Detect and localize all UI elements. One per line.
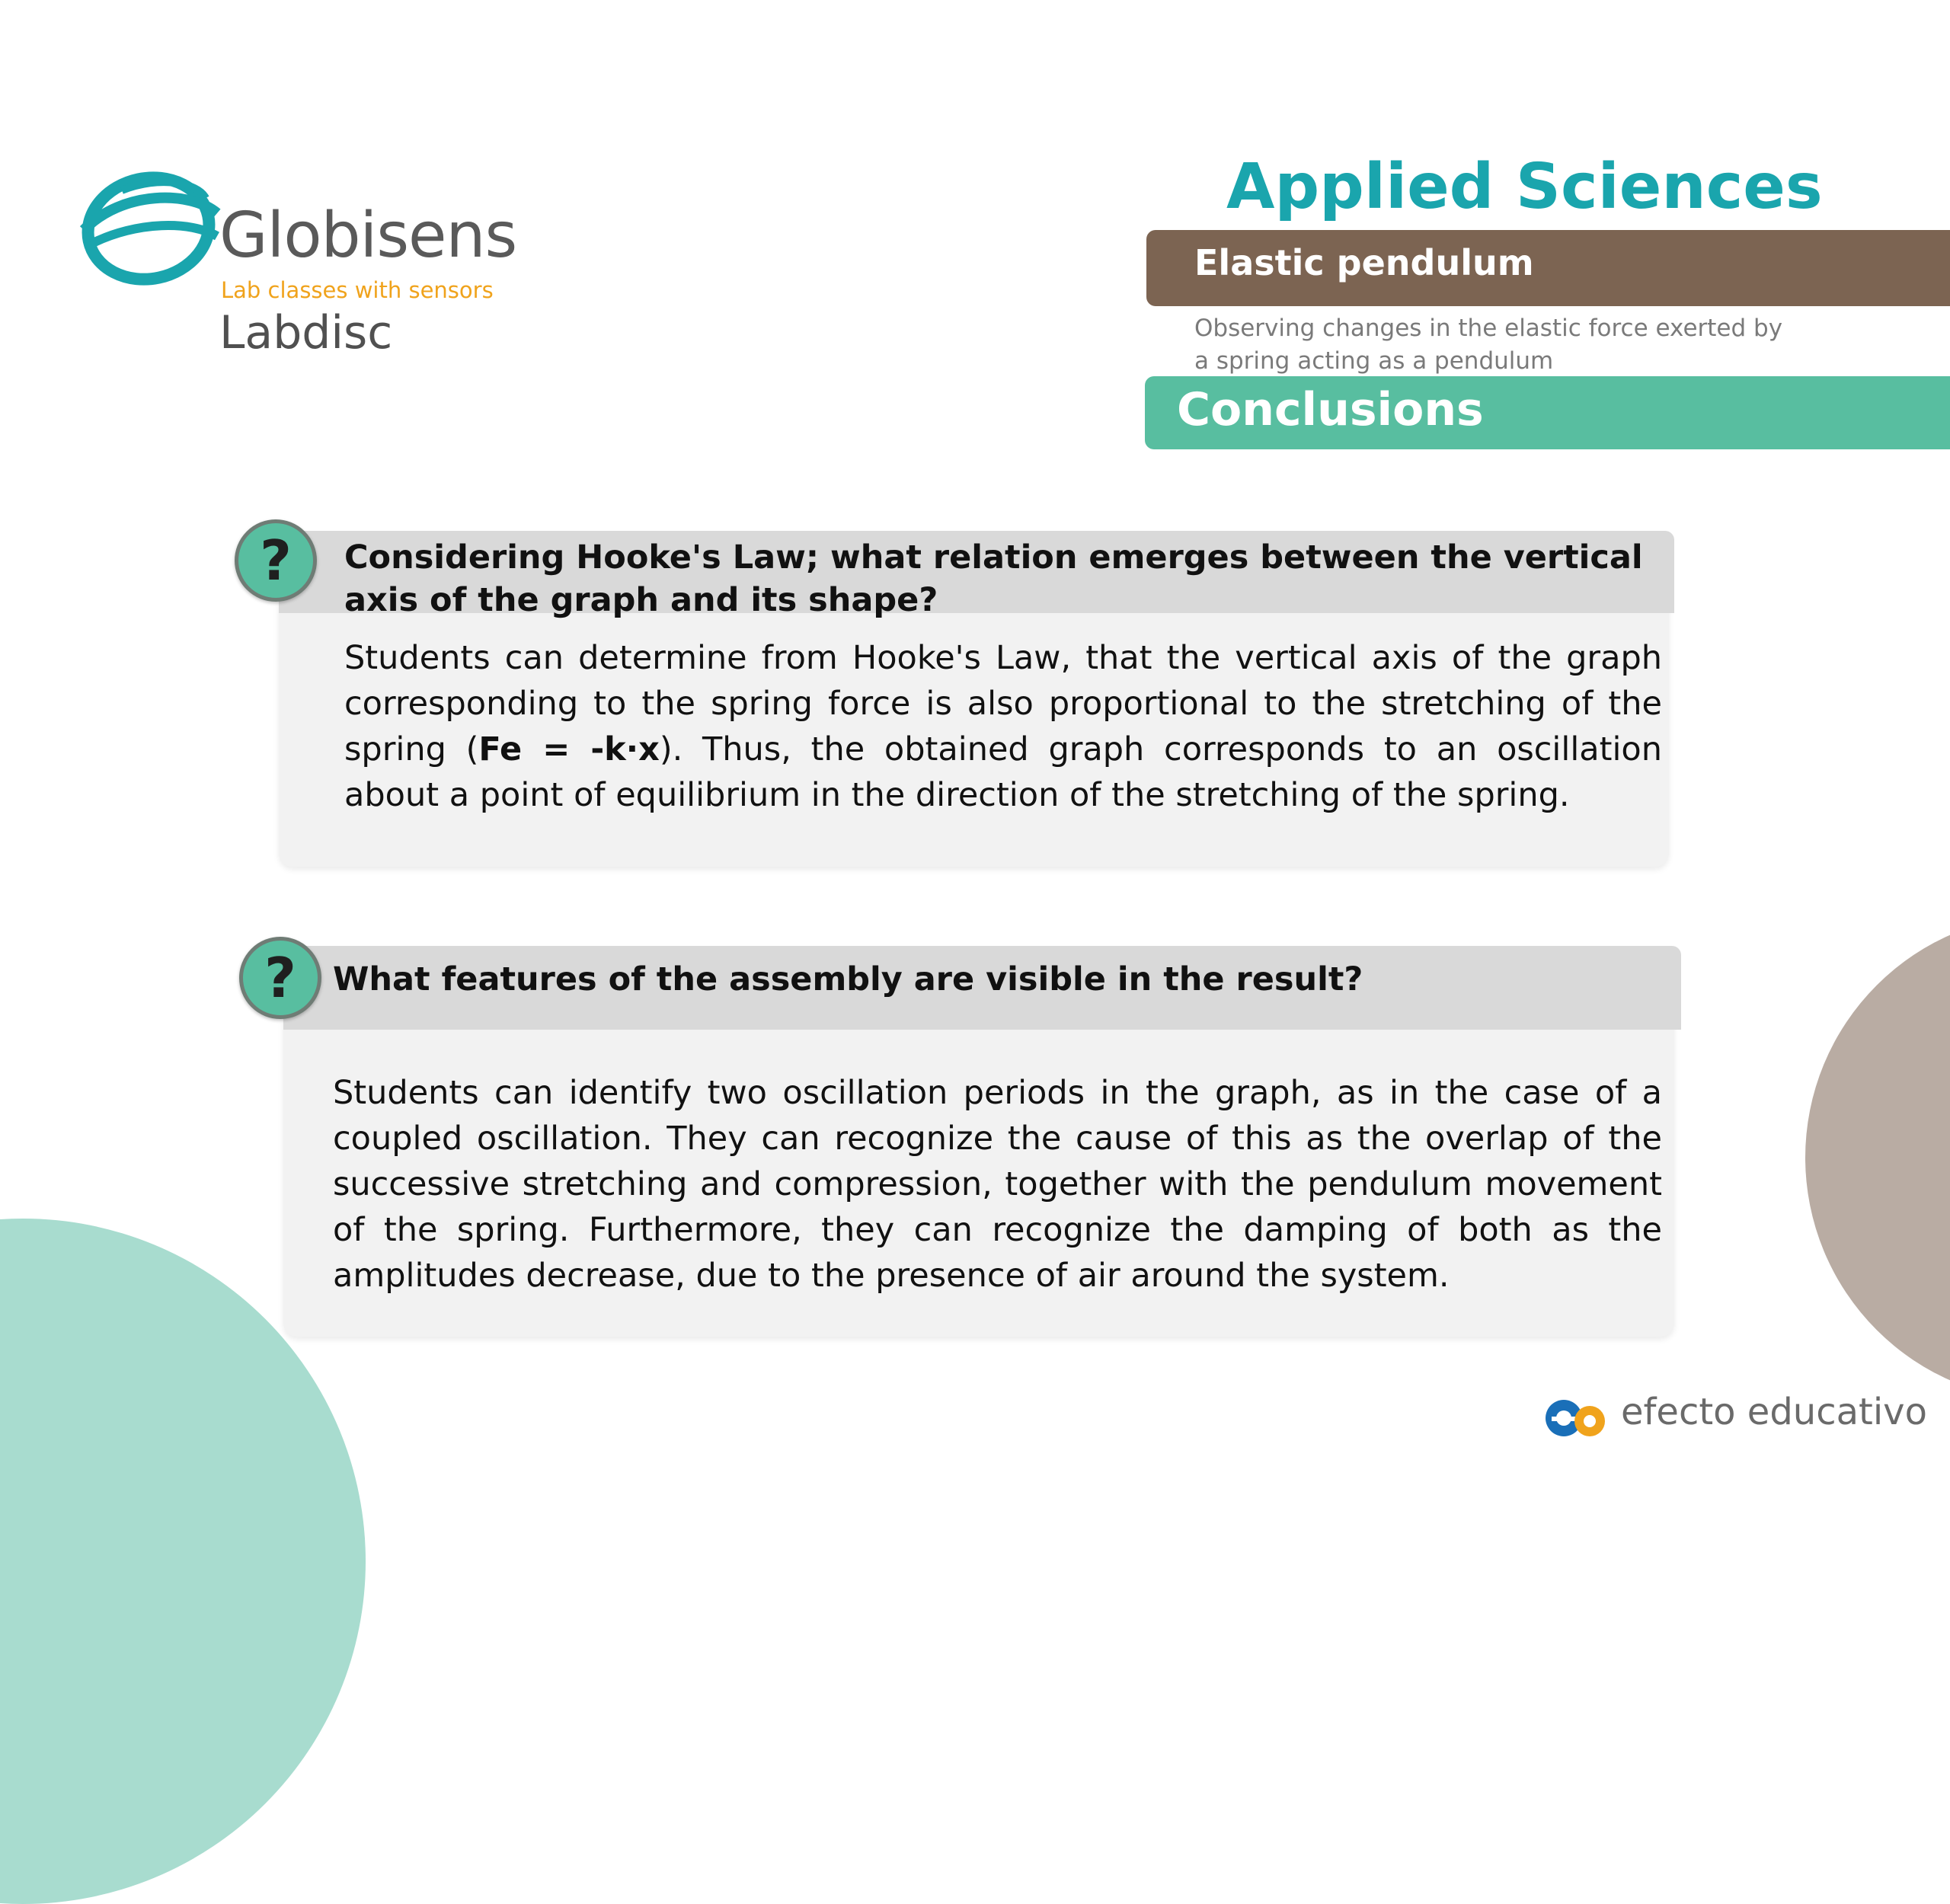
logo-name: Globisens xyxy=(219,200,517,272)
answer-text-2: Students can identify two oscillation periods in the graph, as in the case of a coupled oscillation. They can recognize the cause of this as the overlap of the successive stretching and compression, together with the pendulum movement of the spring. Furthermore, they can recognize the damping of both as the amplitudes decrease, due to the presence of air around the system. xyxy=(333,1074,1662,1295)
answer-text-1: Students can determine from Hooke's Law, that the vertical axis of the graph corresponding to the spring force is also proportional to the stretching of the spring (Fe = -k·x). Thus, the obtained graph corresponds to an oscillation about a point of equilibrium in the direction of the stretching of the spring. xyxy=(344,639,1662,814)
subject-title: Applied Sciences xyxy=(1226,151,1823,223)
experiment-title: Elastic pendulum xyxy=(1194,242,1534,283)
section-title: Conclusions xyxy=(1177,383,1484,436)
decorative-circle-right xyxy=(1805,914,1950,1401)
question-mark-icon: ? xyxy=(235,519,317,602)
hooke-formula: Fe = -k·x xyxy=(478,730,660,768)
efecto-educativo-logo-icon xyxy=(1542,1392,1608,1441)
experiment-description: Observing changes in the elastic force exerted by a spring acting as a pendulum xyxy=(1194,315,1783,375)
logo-tagline: Lab classes with sensors xyxy=(221,277,494,303)
question-text-1: Considering Hooke's Law; what relation emerges between the vertical axis of the graph and its shape? xyxy=(344,538,1643,619)
question-text-2: What features of the assembly are visible in the result? xyxy=(333,960,1363,998)
globisens-logo-icon xyxy=(76,160,221,289)
question-mark-icon: ? xyxy=(239,937,321,1019)
footer-brand: efecto educativo xyxy=(1621,1391,1927,1433)
logo-product: Labdisc xyxy=(219,306,393,359)
